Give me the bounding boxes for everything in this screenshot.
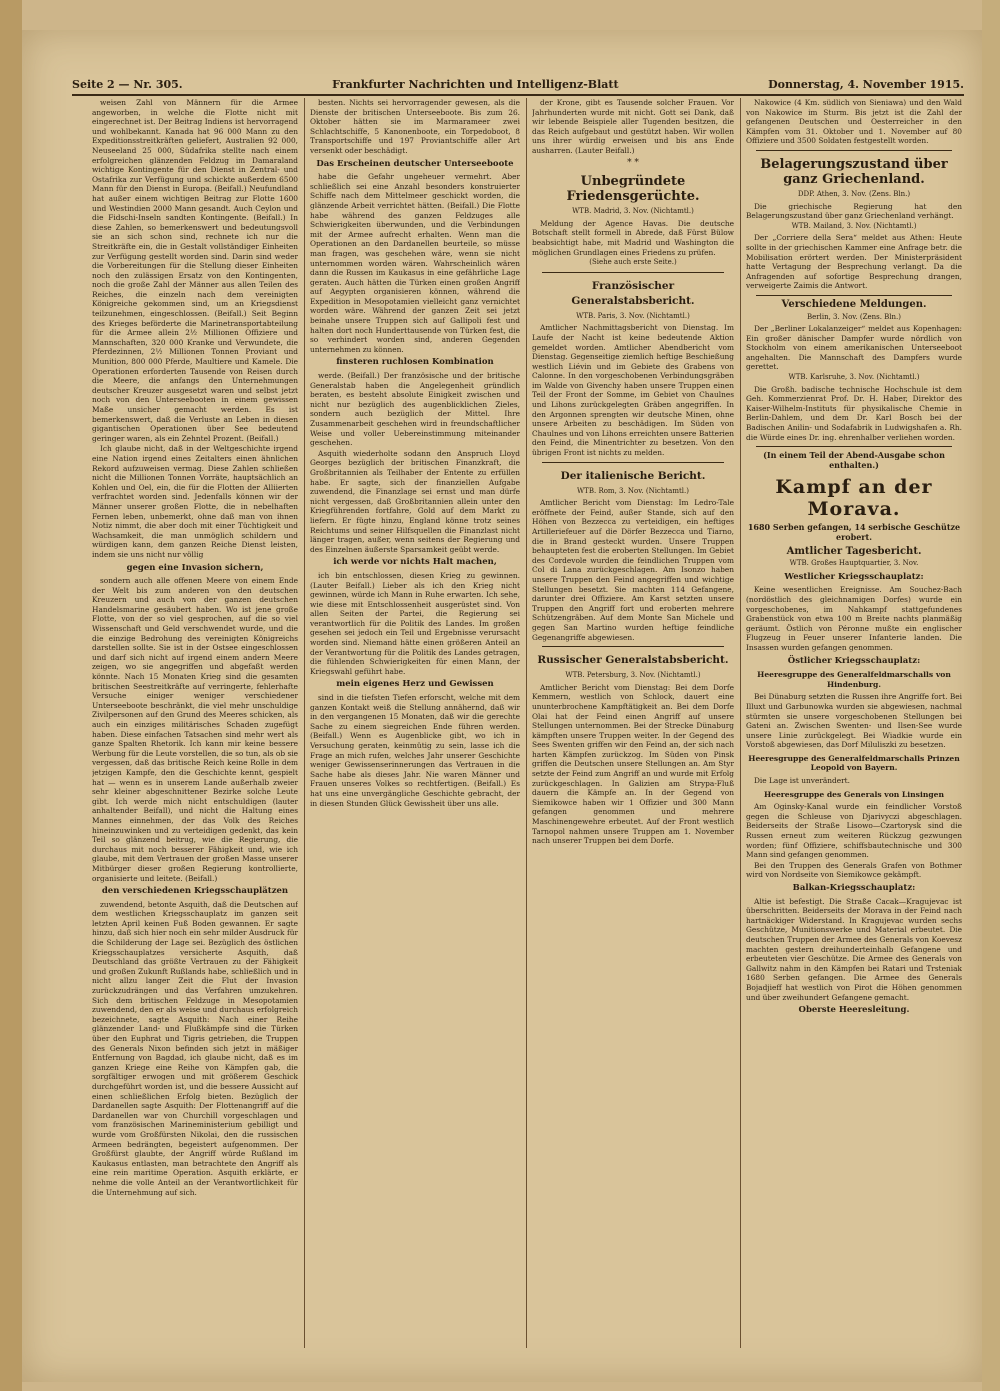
subheading: Heeresgruppe des Generals von Linsingen — [763, 789, 945, 799]
subheading: Das Erscheinen deutscher Unterseeboote — [316, 158, 514, 169]
page-header — [72, 78, 964, 96]
subheading: ich werde vor nichts Halt machen, — [333, 557, 497, 568]
paragraph: Bei den Truppen des Generals Grafen von Bothmer wird von Nordseite von Siemikowce gekämpft. — [746, 860, 962, 880]
paragraph: sondern auch alle offenen Meere von einem Ende der Welt bis zum anderen von den deutschen Kreuzern und auch von der ganzen deutschen Handelsmarine gesäubert haben. Wo ist jene große Flotte, von der so viel gesprochen, auf die so viel Wissenschaft und Geld verschwendet wurde, und die die einzige Bedrohung des vereinigten Königreichs darstellen sollte. Sie ist in der Ostsee eingeschlossen und darf sich nicht auf irgend einem andern Meere zeigen, wo sie angegriffen und abgefaßt werden könnte. Nach 15 Monaten Krieg sind die gesamten britischen Seestreitkräfte auf verringerte, fehlerhafte Versuche einiger weniger verschiedener Unterseeboote beschränkt, die viel mehr unschuldige Zivilpersonen auf den Grund des Meeres schicken, als auch ein einziges militärisches Schaden zugefügt haben. Diese einfachen Tatsachen sind mehr wert als ganze Spalten Rhetorik. Ich kann mir keine bessere Werbung für die Leute vorstellen, die so tun, als ob sie vergessen, daß das britische Reich keine Rolle in dem jetzigen Kampfe, den die Geschichte kennt, gespielt hat — wenn es in unserem Lande außerhalb zweier sehr kleiner abgeschnittener Bezirke solche Leute gibt. Ich werde mich nicht entschuldigen (lauter anhaltender Beifall), und nicht die Haltung eines Mannes einnehmen, der das Volk des Reiches hineinzuwinken und zu verteidigen gedenkt, das kein Teil so glänzend beitrug, wie die Regierung, die durchaus mit noch besserer Fähigkeit und, wie ich glaube, mit dem Vertrauen der großen Masse unserer Mitbürger dieser großen Regierung kontrollierte, organisierte und leitete. (Beifall.) — [92, 576, 298, 883]
section-heading: Balkan-Kriegsschauplatz: — [792, 883, 916, 893]
paragraph: Meldung der Agence Havas. Die deutsche Botschaft stellt formell in Abrede, daß Fürst Bülow beabsichtigt habe, mit Madrid und Washington die möglichen Grundlagen eines Friedens zu prüfen. — [532, 218, 734, 257]
dateline: WTB. Madrid, 3. Nov. (Nichtamtl.) — [572, 207, 694, 216]
header-page-number: Seite 2 — Nr. 305. — [72, 78, 183, 91]
paragraph: Altie ist befestigt. Die Straße Cacak—Kragujevac ist überschritten. Beiderseits der Morava in der Feind nach hartnäckiger Widerstand. In Kragujevac wurden sechs Geschütze, Munitionswerke und Material erbeutet. Die deutschen Truppen der Armee des Generals von Koevesz machten gestern dreihunderteinhalb Gefangene und erbeuteten vier Geschütze. Die Armee des Generals von Gallwitz nahm in den Kämpfen bei Ratari und Trsteniak 1680 Serben gefangen. Die Armee des Generals Bojadjieff hat westlich von Pirot die Höhen genommen und über zweihundert Gefangene gemacht. — [746, 896, 962, 1002]
dateline: WTB. Petersburg, 3. Nov. (Nichtamtl.) — [565, 671, 701, 680]
article-headline: Belagerungszustand über ganz Griechenland. — [760, 156, 948, 187]
edition-note: (In einem Teil der Abend-Ausgabe schon enthalten.) — [763, 450, 945, 470]
signature: Oberste Heeresleitung. — [798, 1005, 910, 1016]
paragraph: habe die Gefahr ungeheuer vermehrt. Aber schließlich sei eine Anzahl besonders konstruierter Schiffe nach dem Mittelmeer geschickt worden, die glänzende Arbeit verrichtet hätten. (Beifall.) Die Flotte habe während des ganzen Feldzuges alle Schwierigkeiten überwunden, und die Verbindungen mit der Armee aufrecht erhalten. Wenn man die Operationen an den Dardanellen beurteile, so müsse man fragen, was geschehen wäre, wenn sie nicht unternommen worden wären. Wahrscheinlich wären dann die Russen im Kaukasus in eine gefährliche Lage geraten. Auch hätten die Türken einen großen Angriff auf Aegypten organisieren können, während die Expedition in Mesopotamien vielleicht ganz vernichtet worden wäre. Während der ganzen Zeit sei jetzt beinahe unsere Truppen sich auf Gallipoli fest und halten dort noch Hunderttausende von Türken fest, die so verhindert worden sind, anderen Gegenden unternehmen zu können. — [310, 172, 520, 354]
paragraph: Die griechische Regierung hat den Belagerungszustand über ganz Griechenland verhängt. — [746, 201, 962, 221]
paragraph: Amtlicher Bericht vom Dienstag: Bei dem Dorfe Kemmern, westlich von Schlock, dauert eine ununterbrochene Kampftätigkeit an. Bei dem Dorfe Olai hat der Feind einen Angriff auf unsere Stellungen unternommen. Bei der Strecke Dünaburg kämpften unsere Truppen weiter. In der Gegend des Sees Swenten griffen wir den Feind an, der sich nach harten Kämpfen zurückzog. Im Süden von Pinsk griffen die Deutschen unsere Stellungen an. Am Styr setzte der Feind zum Angriff an und wurde mit Erfolg zurückgeschlagen. In Galizien am Strypa-Fluß dauern die Kämpfe an. In der Gegend von Siemikowce haben wir 1 Offizier und 300 Mann gefangen genommen und mehrere Maschinengewehre erbeutet. Auf der Front westlich Tarnopol nahmen unsere Truppen am 1. November nach unserer Truppen bei dem Dorfe. — [532, 682, 734, 846]
subheading: gegen eine Invasion sichern, — [126, 562, 264, 573]
paragraph: Asquith wiederholte sodann den Anspruch Lloyd Georges bezüglich der britischen Finanzkraft, die Großbritannien als Teilhaber der Entente zu erfüllen habe. Er sagte, sich der finanziellen Aufgabe zuwendend, die Finanzlage sei ernst und man dürfe nicht vergessen, daß Großbritannien allein unter den Kriegführenden fortfahre, Gold auf dem Markt zu liefern. Er fügte hinzu, England könne trotz seines Reichtums und seiner Hilfsquellen die Finanzlast nicht länger tragen, außer, wenn seitens der Regierung und des Einzelnen äußerste Sparsamkeit geübt werde. — [310, 448, 520, 554]
paragraph: besten. Nichts sei hervorragender gewesen, als die Dienste der britischen Unterseeboote. Bis zum 26. Oktober hätten sie im Marmarameer zwei Schlachtschiffe, 5 Kanonenboote, ein Torpedoboot, 8 Transportschiffe und 197 Proviantschiffe aller Art versenkt oder beschädigt. — [310, 98, 520, 155]
separator-stars: * * — [627, 157, 639, 168]
subheading: Heeresgruppe des Generalfeldmarschalls Prinzen Leopold von Bayern. — [748, 753, 960, 773]
paragraph: Amtlicher Nachmittagsbericht von Dienstag. Im Laufe der Nacht ist keine bedeutende Aktion gemeldet worden. Amtlicher Abendbericht vom Dienstag. Gegenseitige ziemlich heftige Beschießung westlich Liévin und im Gebiete des Grabens von Calonne. In den vorgeschobenen Verbindungsgräben im Walde von Givenchy haben unsere Truppen einen Teil der Front der Somme, im Gebiet von Chaulnes und Lihons zurückgelegten Gräben angegriffen. In den Argonnen sprengten wir deutsche Minen, ohne unsere Arbeiten zu beschädigen. Im Süden von Chaulnes und von Lihons erreichten unsere Batterien den Feind, die Minentrichter zu besetzen. Von den übrigen Front ist nichts zu melden. — [532, 323, 734, 458]
column-rule — [304, 98, 305, 1348]
page-edge-right — [982, 0, 1000, 1391]
subheading: mein eigenes Herz und Gewissen — [336, 679, 494, 690]
paragraph: Ich glaube nicht, daß in der Weltgeschichte irgend eine Nation irgend eines Zeitalters einen ähnlichen Rekord aufzuweisen vermag. Diese Zahlen schließen nicht die Millionen Tonnen Vorräte, hauptsächlich an Kohlen und Oel, ein, die für die Flotten der Alliierten verfrachtet worden sind. Jedenfalls können wir der Männer unserer großen Flotte, die in nebelhaften Fernen leben, unbemerkt, ohne daß man von ihnen Notiz nimmt, die aber doch mit einer Tüchtigkeit und Wachsamkeit, die man unmöglich schildern und würdigen kann, dem ganzen Reiche Dienst leisten, indem sie uns nicht nur völlig — [92, 444, 298, 559]
article-headline: Der italienische Bericht. — [560, 469, 706, 482]
paragraph: Der „Corriere della Sera“ meldet aus Athen: Heute sollte in der griechischen Kammer eine Anfrage betr. die Mobilisation erörtert werden. Der Ministerpräsident hatte Vertagung der Besprechung verlangt. Da die Anfragenden auf sofortige Besprechung drangen, verweigerte Zaimis die Antwort. — [746, 233, 962, 291]
subheading: finsteren ruchlosen Kombination — [336, 357, 494, 368]
column-3 — [532, 98, 734, 1348]
paragraph: Bei Dünaburg setzten die Russen ihre Angriffe fort. Bei Illuxt und Garbunowka wurden sie abgewiesen, nachmal stürmten sie unsere vorgeschobenen Stellungen bei Gateni an. Zwischen Swenten- und Ilsen-See wurde unsere Linie zurückgelegt. Bei Wiadkie wurde ein Vorstoß abgewiesen, das Dorf Miluliszki zu besetzen. — [746, 692, 962, 750]
paragraph: ich bin entschlossen, diesen Krieg zu gewinnen. (Lauter Beifall.) Lieber als ich den Krieg nicht gewinnen, würde ich Mann in Ruhe erwarten. Ich sehe, wie diese mit Entschlossenheit ausgerüstet sind. Von allen Seiten der Partei, die Regierung sei verantwortlich für die Politik des Landes. Im großen gesehen sei jedoch ein Teil und Ergebnisse verursacht worden sind. Niemand hätte einen größeren Anteil an der Verantwortung für die Politik des Landes getragen, die fühlenden Schwierigkeiten für einen Mann, der Kriegswahl geführt habe. — [310, 570, 520, 676]
page-edge-left — [0, 0, 22, 1391]
paragraph: weisen Zahl von Männern für die Armee angeworben, in welche die Flotte nicht mit eingerechnet ist. Der Beitrag Indiens ist hervorragend und wohlbekannt. Kanada hat 96 000 Mann zu den Expeditionsstreitkräften geliefert, Australien 92 000, Neuseeland 25 000, Südafrika stellte nach einem erfolgreichen glänzenden Feldzug im Damaraland wichtige Kontingente für den Dienst in Zentral- und Ostafrika zur Verfügung und schickte außerdem 6500 Mann für den Dienst in Europa. (Beifall.) Neufundland hat außer einem wichtigen Beitrag zur Flotte 1600 und Westindien 2000 Mann gesandt. Auch Ceylon und die Fidschi-Inseln sandten Kontingente. (Beifall.) In diese Zahlen, so bemerkenswert und bedeutungsvoll sie an sich schon sind, rechnete ich nur die Streitkräfte ein, die in Gestalt vollständiger Einheiten zur Verfügung gestellt worden sind. Darin sind weder die Vorbereitungen für die Stellung dieser Einheiten noch den zulässigen Ersatz von den Kontingenten, noch die große Zahl der Männer aus allen Teilen des Reiches, die einzeln nach dem vereinigten Königreiche gekommen sind, um an Kriegsdienst teilzunehmen, eingeschlossen. (Beifall.) Seit Beginn des Krieges beförderte die Marinetransportabteilung für die Armee allein 2½ Millionen Offiziere und Mannschaften, 320 000 Kranke und Verwundete, die Pferdezinnen, 2½ Millionen Tonnen Proviant und Munition, 800 000 Pferde, Maultiere und Kamele. Die Operationen erforderten Tausende von Reisen durch die Meere, die anfangs den Unternehmungen deutscher Kreuzer ausgesetzt waren und selbst jetzt noch von den Unterseebooten in einem gewissen Maße unsicher gemacht werden. Es ist bemerkenswert, daß die Verluste an Leben in diesen gigantischen Operationen über See bedeutend geringer waren, als ein Zehntel Prozent. (Beifall.) — [92, 98, 298, 443]
paragraph: Die Großh. badische technische Hochschule ist dem Geh. Kommerzienrat Prof. Dr. H. Haber, Direktor des Kaiser-Wilhelm-Instituts für physikalische Chemie in Berlin-Dahlem, und dem Dr. Karl Bosch bei der Badischen Anilin- und Sodafabrik in Ludwigshafen a. Rh. die Würde eines Dr. ing. ehrenhalber verliehen worden. — [746, 384, 962, 442]
dateline: WTB. Karlsruhe, 3. Nov. (Nichtamtl.) — [788, 373, 920, 382]
divider — [542, 462, 724, 463]
paragraph: Keine wesentlichen Ereignisse. Am Souchez-Bach (nordöstlich des gleichnamigen Dorfes) wurde ein vorgeschobenes, im Nahkampf stattgefundenes Grabenstück von etwa 100 m Breite nachts planmäßig geräumt. Östlich von Péronne mußte ein englischer Flugzeug in Feuer unserer Infanterie landen. Die Insassen wurden gefangen genommen. — [746, 585, 962, 652]
paragraph: der Krone, gibt es Tausende solcher Frauen. Vor Jahrhunderten wurde mit nicht. Gott sei Dank, daß wir lebende Beispiele aller Tugenden besitzen, die das Reich aufgebaut und gestützt haben. Wir wollen uns ihrer würdig erweisen und bis ans Ende ausharren. (Lauter Beifall.) — [532, 98, 734, 155]
article-headline: Französischer Generalstabsbericht. — [571, 279, 695, 307]
divider — [756, 150, 952, 151]
header-masthead: Frankfurter Nachrichten und Intelligenz-Blatt — [332, 78, 619, 91]
subheading: den verschiedenen Kriegsschauplätzen — [101, 886, 289, 897]
headline-subtitle: 1680 Serben gefangen, 14 serbische Geschütze erobert. — [747, 522, 961, 542]
paragraph: zuwendend, betonte Asquith, daß die Deutschen auf dem westlichen Kriegsschauplatz im ganzen seit letzten April keinen Fuß Boden gewannen. Er sagte hinzu, daß sich hier noch ein sehr milder Ausdruck für die Schilderung der Lage sei. Bezüglich des östlichen Kriegsschauplatzes versicherte Asquith, daß Deutschland das größte Vertrauen zu der Fähigkeit und großen Zukunft Rußlands habe, schließlich und in nicht allzu langer Zeit die Flut der Invasion zurückzudrängen und das Verfahren umzukehren. Sich dem britischen Feldzuge in Mesopotamien zuwendend, den er als weise und durchaus erfolgreich bezeichnete, sagte Asquith: Nach einer Reihe glänzender Land- und Flußkämpfe sind die Türken über den Euphrat und Tigris getrieben, die Truppen des Generals Nixon befinden sich jetzt in mäßiger Entfernung von Bagdad, ich glaube nicht, daß es im ganzen Kriege eine Reihe von Kämpfen gab, die sorgfältiger erwogen und mit größerem Geschick durchgeführt worden ist, und die bessere Aussicht auf einen schließlichen Erfolg bieten. Bezüglich der Dardanellen sagte Asquith: Der Flottenangriff auf die Dardanellen war von Churchill vorgeschlagen und vom französischen Marineministerium gebilligt und wurde vom Großfürsten Nikolai, den die russischen Armeen bedrängten, begeistert aufgenommen. Der Großfürst glaubte, der Angriff würde Rußland im Kaukasus entlasten, man betrachtete den Angriff als eine rein maritime Operation. Asquith erklärte, er nehme die volle Anteil an der Verantwortlichkeit für die Unternehmung auf sich. — [92, 899, 298, 1197]
paragraph: Amtlicher Bericht vom Dienstag: Im Ledro-Tale eröffnete der Feind, außer Stande, sich auf den Höhen von Bezzecca zu verteidigen, ein heftiges Artilleriefeuer auf die Dörfer Bezzecca und Tiarno, die in Brand gesteckt wurden. Unsere Truppen behaupteten fest die eroberten Stellungen. Im Gebiet des Cordevole wurden die feindlichen Truppen vom Col di Lana zurückgeschlagen. Am Isonzo haben unsere Truppen den Feind angegriffen und wichtige Stellungen besetzt. Sie machten 114 Gefangene, darunter drei Offiziere. Am Karst setzten unsere Truppen den Angriff fort und eroberten mehrere Schützengräben. Auf dem Monte San Michele und gegen San Martino wurden heftige feindliche Gegenangriffe abgewiesen. — [532, 498, 734, 642]
cross-reference: (Siehe auch erste Seite.) — [589, 258, 677, 267]
divider — [756, 446, 952, 447]
section-heading: Westlicher Kriegsschauplatz: — [784, 571, 924, 582]
article-headline: Verschiedene Meldungen. — [781, 298, 927, 310]
dateline: Berlin, 3. Nov. (Zens. Bln.) — [806, 312, 902, 321]
column-4 — [746, 98, 962, 1348]
paragraph: sind in die tiefsten Tiefen erforscht, welche mit dem ganzen Kontakt weiß die Stellung annähernd, daß wir in den vergangenen 15 Monaten, daß wir die gerechte Sache zu einem siegreichen Ende führen werden. (Beifall.) Wenn es Augenblicke gibt, wo ich in Versuchung geraten, keinmütig zu sein, lasse ich die Frage an mich rufen, welches Jahr unserer Geschichte weniger Gewissenserinnerungen das Vertrauen in die Sache habe als dieses Jahr. Nie waren Männer und Frauen unseres Volkes so rechtfertigen. (Beifall.) Es hat uns eine unvergängliche Geschichte gebracht, der in diesen Stunden Glück Gewissheit über uns alle. — [310, 693, 520, 808]
divider — [756, 295, 952, 296]
header-date: Donnerstag, 4. November 1915. — [768, 78, 964, 91]
article-headline: Amtlicher Tagesbericht. — [786, 545, 922, 557]
article-headline: Unbegründete Friedensgerüchte. — [566, 174, 700, 205]
dateline: WTB. Großes Hauptquartier, 3. Nov. — [789, 559, 919, 568]
paragraph: Am Oginsky-Kanal wurde ein feindlicher Vorstoß gegen die Schleuse von Djarivyczi abgeschlagen. Beiderseits der Straße Lisowo—Czartorysk sind die Russen erneut zum weiteren Rückzug gezwungen worden; fünf Offiziere, schiffsbautechnische und 300 Mann sind gefangen genommen. — [746, 802, 962, 860]
dateline: DDP. Athen, 3. Nov. (Zens. Bln.) — [797, 189, 911, 198]
column-2 — [310, 98, 520, 1348]
section-heading: Östlicher Kriegsschauplatz: — [787, 655, 921, 666]
paragraph: Nakowice (4 Km. südlich von Sieniawa) und den Wald von Nakowice im Sturm. Bis jetzt ist die Zahl der gefangenen Deutschen und Oesterreicher in den Kämpfen vom 31. Oktober und 1. November auf 80 Offiziere und 3500 Soldaten festgestellt worden. — [746, 98, 962, 146]
divider — [542, 646, 724, 647]
divider — [542, 272, 724, 273]
paragraph: Der „Berliner Lokalanzeiger“ meldet aus Kopenhagen: Ein großer dänischer Dampfer wurde nördlich von Stockholm von einem amerikanischen Unterseeboot angehalten. Die Mannschaft des Dampfers wurde gerettet. — [746, 324, 962, 372]
dateline: WTB. Mailand, 3. Nov. (Nichtamtl.) — [791, 221, 917, 230]
subheading: Heeresgruppe des Generalfeldmarschalls von Hindenburg. — [757, 670, 951, 689]
column-rule — [740, 98, 741, 1348]
main-headline: Kampf an der Morava. — [775, 476, 933, 521]
column-rule — [526, 98, 527, 1348]
paragraph: Die Lage ist unverändert. — [754, 776, 850, 786]
paragraph: werde. (Beifall.) Der französische und der britische Generalstab haben die Angelegenheit gründlich beraten, es besteht absolute Einigkeit zwischen und nicht nur bezüglich des augenblicklichen Zieles, sondern auch bezüglich der Mittel. Ihre Zusammenarbeit geschehen wird in freundschaftlicher Weise und voller Uebereinstimmung miteinander geschehen. — [310, 371, 520, 448]
dateline: WTB. Rom, 3. Nov. (Nichtamtl.) — [576, 486, 689, 495]
dateline: WTB. Paris, 3. Nov. (Nichtamtl.) — [576, 311, 690, 320]
article-headline: Russischer Generalstabsbericht. — [537, 654, 729, 667]
column-1 — [92, 98, 298, 1348]
